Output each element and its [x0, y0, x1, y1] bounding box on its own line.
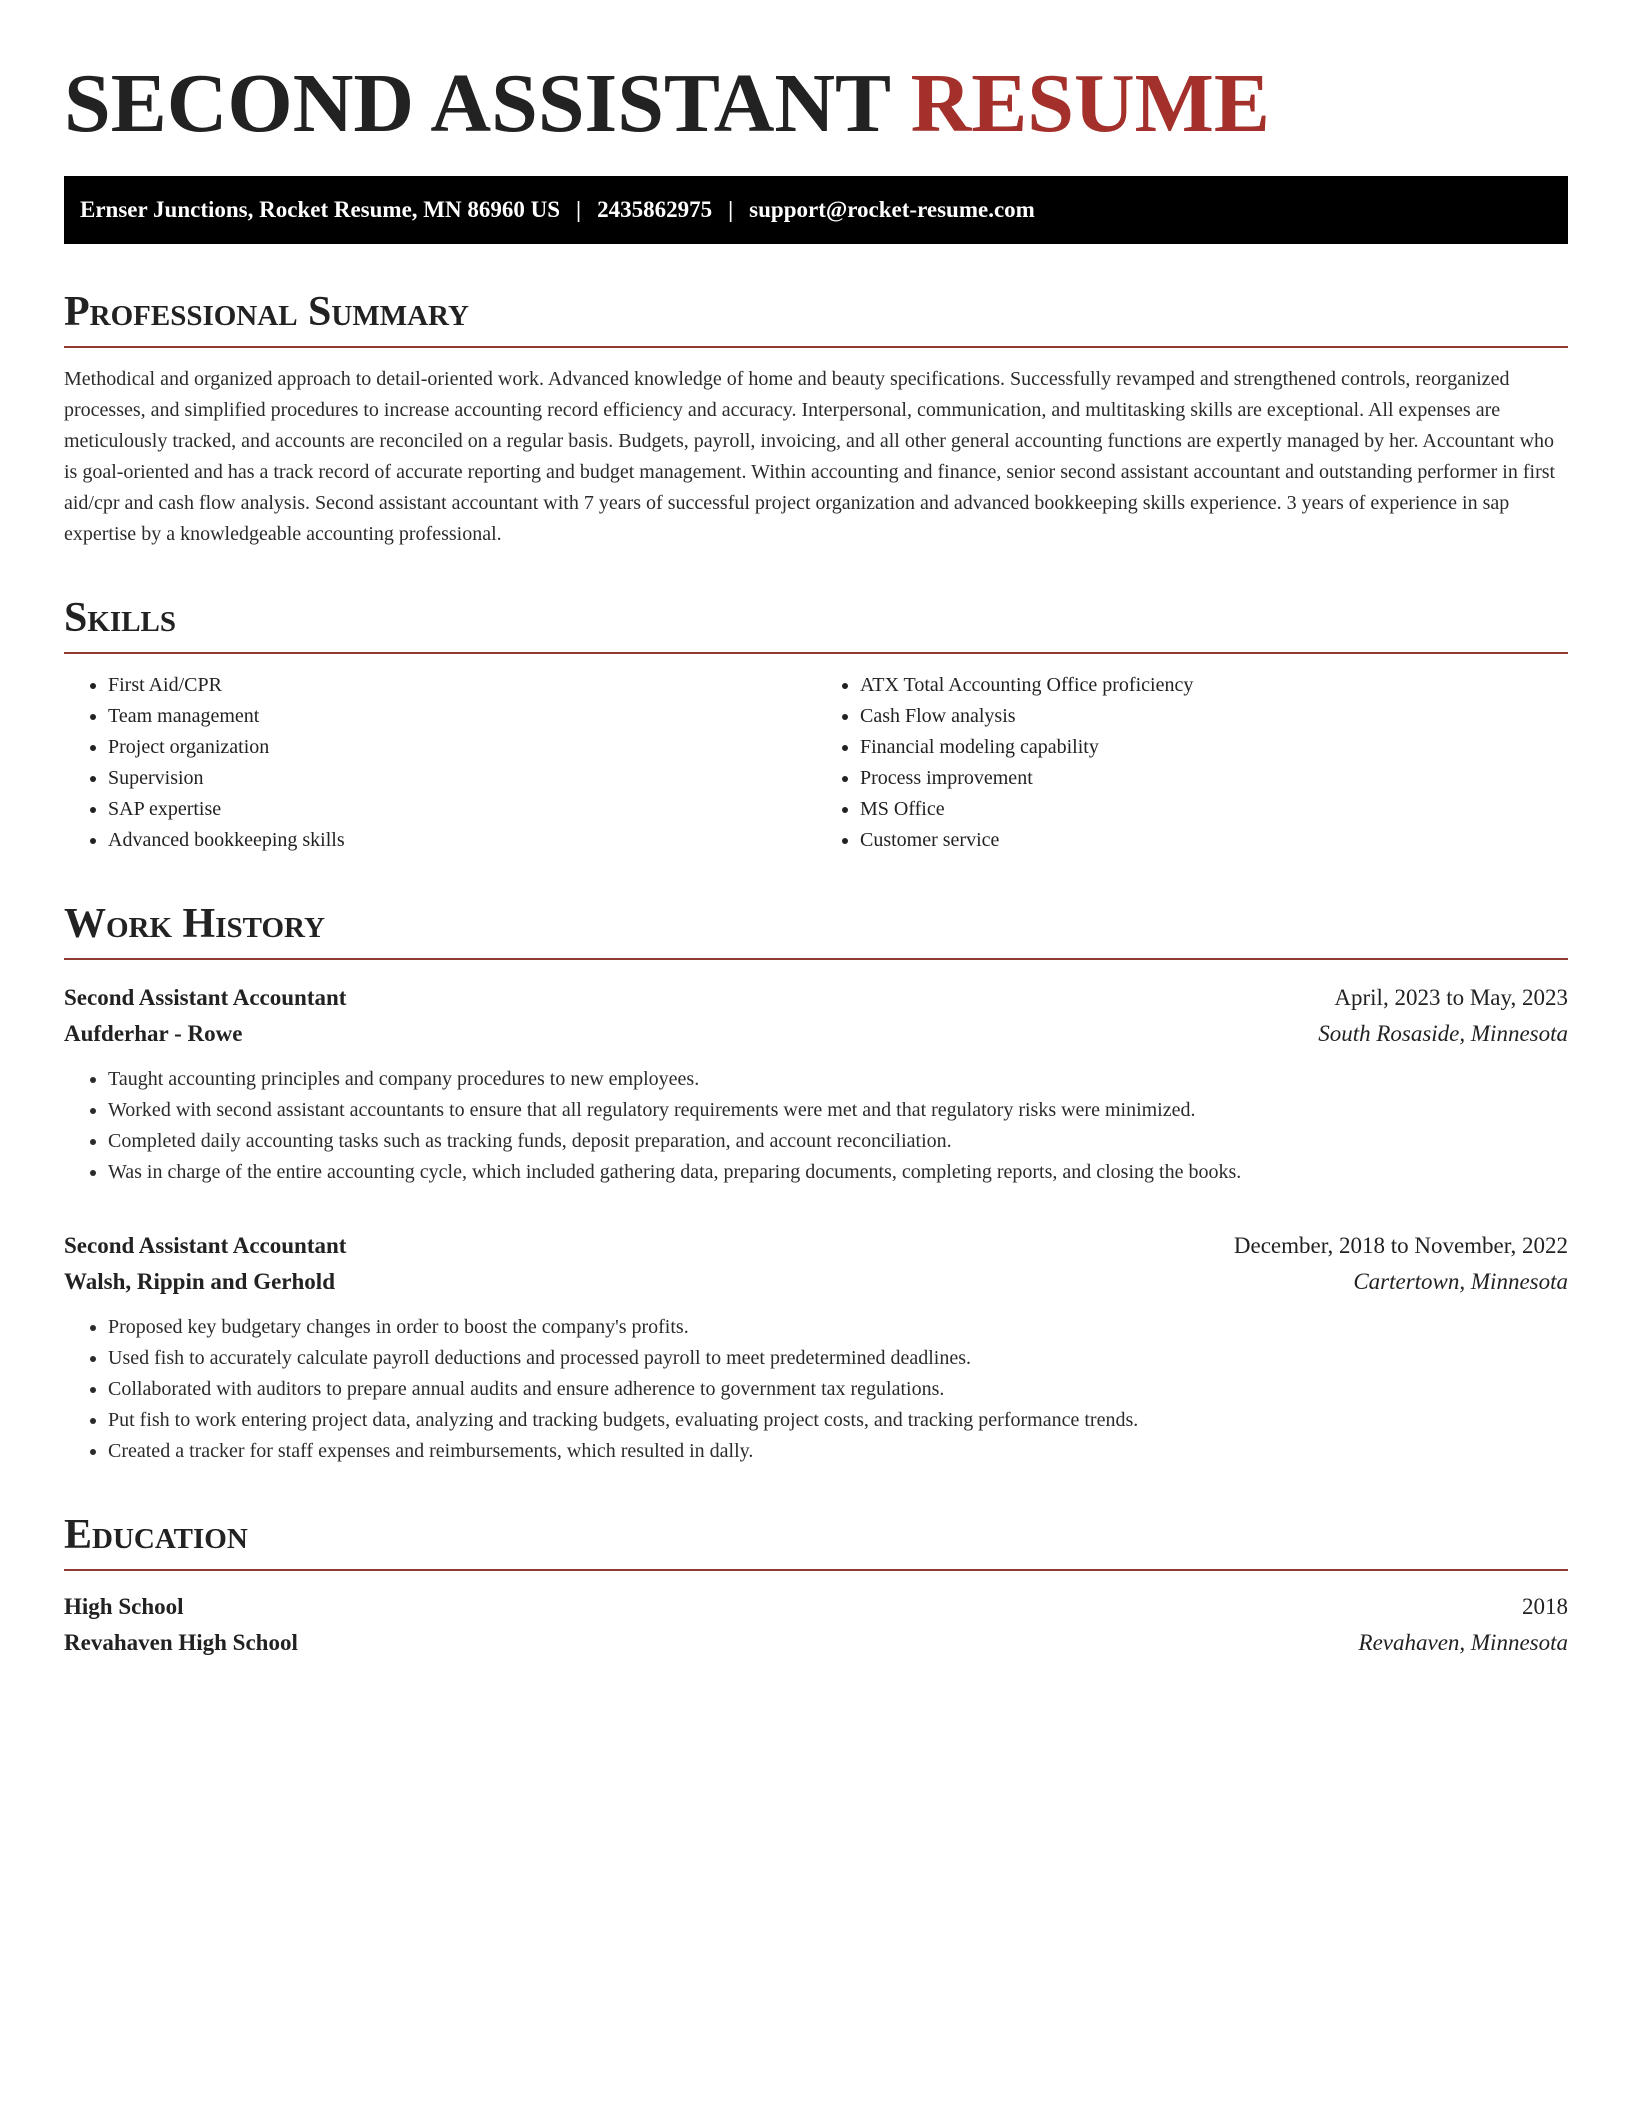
job-duties [64, 1312, 1568, 1467]
education-entry [64, 1589, 1568, 1661]
summary-heading: Professional Summary [64, 288, 1568, 348]
skill-item: • Team management [108, 701, 816, 732]
skills-column-left [64, 670, 816, 856]
summary-text: Methodical and organized approach to detail-oriented work. Advanced knowledge of home and beauty specifications. Successfully revamped and strengthened controls, reorganized processes, and simplified procedures to increase accounting record efficiency and accuracy. Interpersonal, communication, and multitasking skills are exceptional. All expenses are meticulously tracked, and accounts are reconciled on a regular basis. Budgets, payroll, invoicing, and all other general accounting functions are expertly managed by her. Accountant who is goal-oriented and has a track record of accurate reporting and budget management. Within accounting and finance, senior second assistant accountant and outstanding performer in first aid/cpr and cash flow analysis. Second assistant accountant with 7 years of successful project organization and advanced bookkeeping skills experience. 3 years of experience in sap expertise by a knowledgeable accounting professional. [64, 368, 1556, 545]
job-duty: • Completed daily accounting tasks such as tracking funds, deposit preparation, and account reconciliation. [108, 1126, 1568, 1157]
contact-bar [64, 176, 1568, 244]
job-duty: • Created a tracker for staff expenses and reimbursements, which resulted in dally. [108, 1436, 1568, 1467]
skill-item: • SAP expertise [108, 794, 816, 825]
job-title: Second Assistant Accountant [64, 1233, 347, 1258]
job-company-row [64, 1264, 1568, 1300]
job-duty: • Collaborated with auditors to prepare annual audits and ensure adherence to government tax regulations. [108, 1374, 1568, 1405]
skill-item: • First Aid/CPR [108, 670, 816, 701]
job-duty: • Was in charge of the entire accounting cycle, which included gathering data, preparing documents, completing reports, and closing the books. [108, 1157, 1568, 1188]
skill-item: • Advanced bookkeeping skills [108, 825, 816, 856]
title-main: SECOND ASSISTANT [64, 57, 890, 150]
job-duty: • Taught accounting principles and company procedures to new employees. [108, 1064, 1568, 1095]
contact-email: support@rocket-resume.com [749, 197, 1035, 222]
contact-separator: | [728, 197, 734, 222]
job-entry [64, 1228, 1568, 1467]
skill-item: • Financial modeling capability [860, 732, 1568, 763]
education-school-row [64, 1625, 1568, 1661]
contact-address: Ernser Junctions, Rocket Resume, MN 86960 US [80, 197, 561, 222]
skills-column-right [816, 670, 1568, 856]
skills-heading: Skills [64, 594, 1568, 654]
skill-item: • Project organization [108, 732, 816, 763]
education-location: Revahaven, Minnesota [1358, 1630, 1568, 1655]
job-duties [64, 1064, 1568, 1188]
job-location: South Rosaside, Minnesota [1318, 1021, 1568, 1046]
job-dates: December, 2018 to November, 2022 [1233, 1233, 1568, 1258]
skill-item: • Customer service [860, 825, 1568, 856]
skill-item: • ATX Total Accounting Office proficiency [860, 670, 1568, 701]
skill-item: • MS Office [860, 794, 1568, 825]
work-history-heading: Work History [64, 900, 1568, 960]
skills-list [64, 670, 1568, 856]
skill-item: • Process improvement [860, 763, 1568, 794]
job-duty: • Put fish to work entering project data, analyzing and tracking budgets, evaluating project costs, and tracking performance trends. [108, 1405, 1568, 1436]
job-entry [64, 980, 1568, 1188]
job-duty: • Worked with second assistant accountants to ensure that all regulatory requirements were met and that regulatory risks were minimized. [108, 1095, 1568, 1126]
contact-phone: 2435862975 [597, 197, 713, 222]
job-duty: • Proposed key budgetary changes in order to boost the company's profits. [108, 1312, 1568, 1343]
resume-title [64, 56, 1568, 152]
job-title-row [64, 980, 1568, 1016]
job-title-row [64, 1228, 1568, 1264]
education-year: 2018 [1522, 1594, 1568, 1619]
skill-item: • Cash Flow analysis [860, 701, 1568, 732]
job-duty: • Used fish to accurately calculate payroll deductions and processed payroll to meet predetermined deadlines. [108, 1343, 1568, 1374]
job-company: Aufderhar - Rowe [64, 1021, 243, 1046]
job-title: Second Assistant Accountant [64, 985, 347, 1010]
education-school: Revahaven High School [64, 1630, 298, 1655]
education-heading: Education [64, 1511, 1568, 1571]
education-degree: High School [64, 1594, 184, 1619]
education-degree-row [64, 1589, 1568, 1625]
job-location: Cartertown, Minnesota [1353, 1269, 1568, 1294]
contact-separator: | [576, 197, 582, 222]
skill-item: • Supervision [108, 763, 816, 794]
job-company-row [64, 1016, 1568, 1052]
job-dates: April, 2023 to May, 2023 [1334, 985, 1568, 1010]
job-company: Walsh, Rippin and Gerhold [64, 1269, 335, 1294]
title-accent: RESUME [910, 57, 1270, 150]
